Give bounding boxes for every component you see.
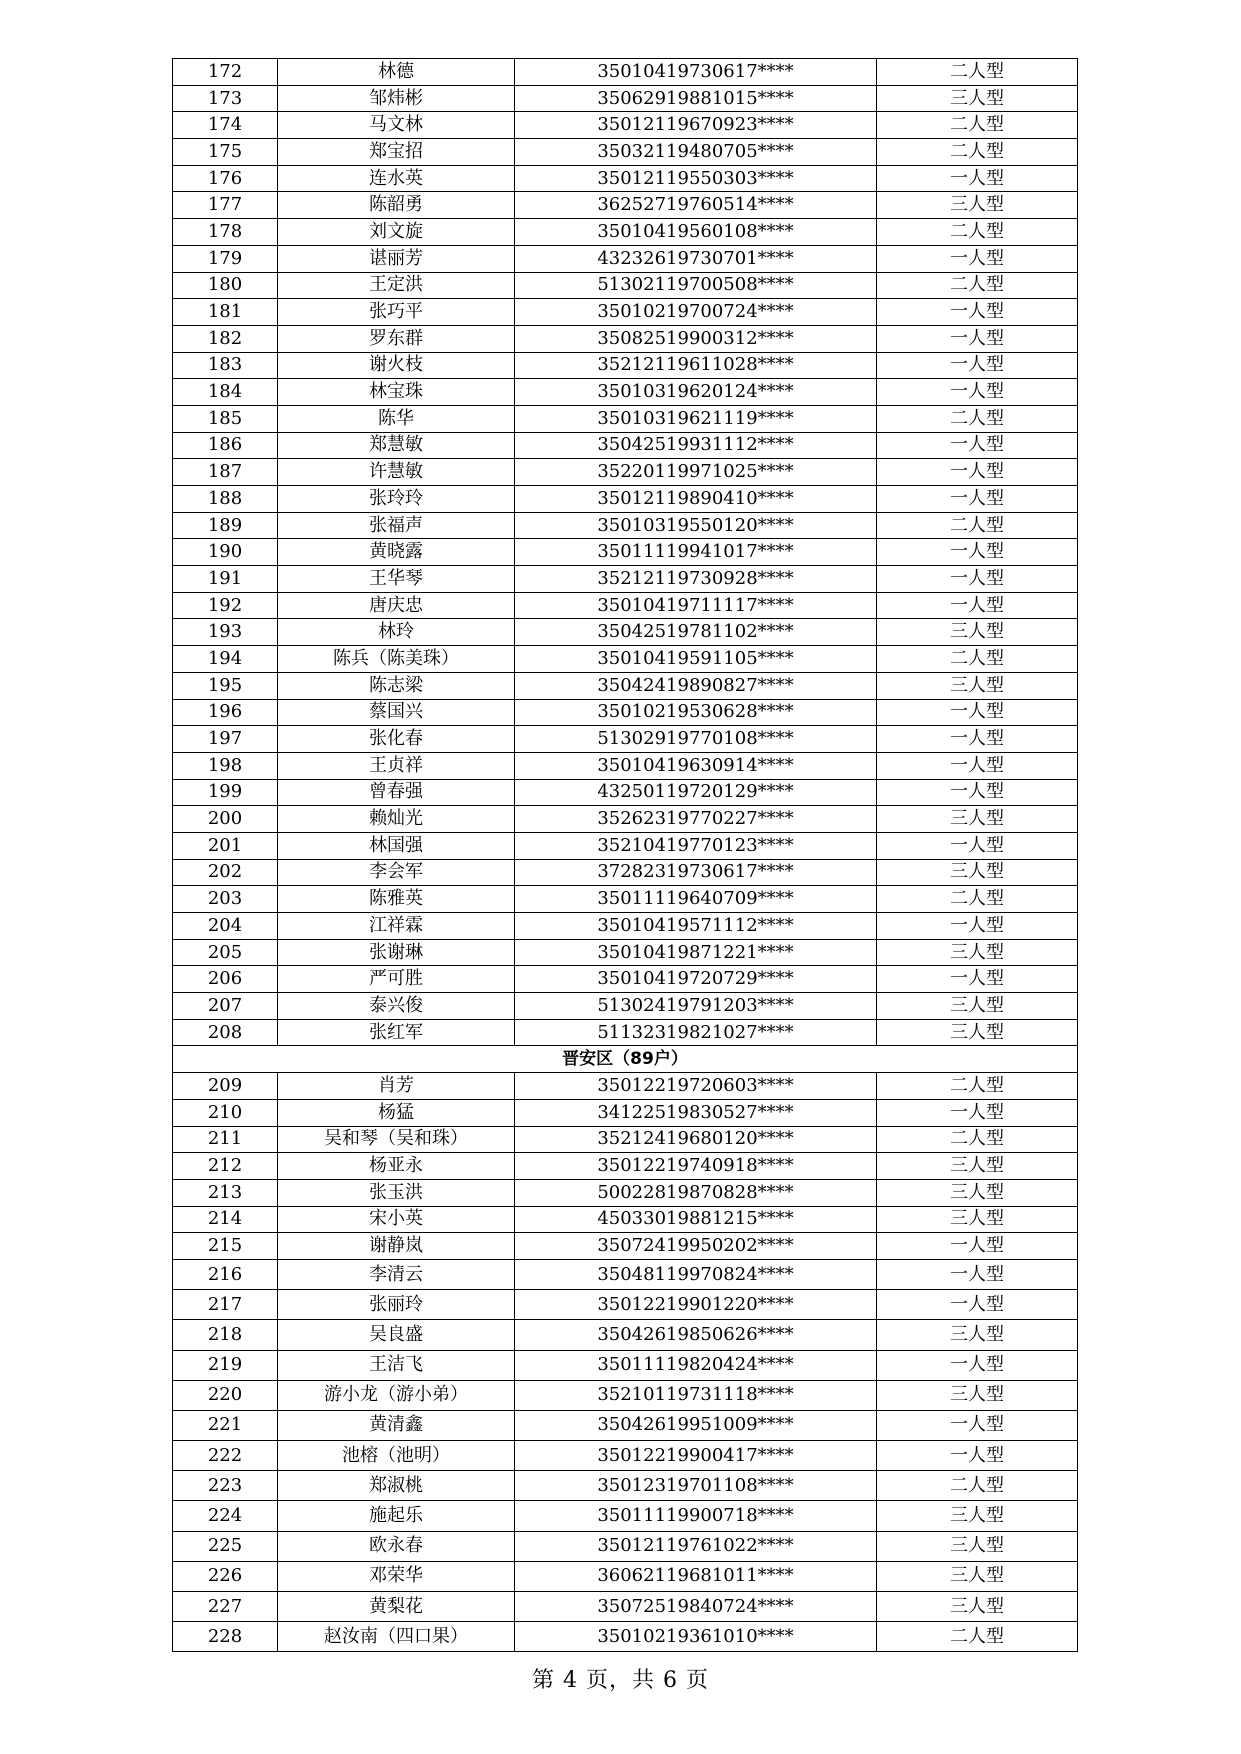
cell-number: 203 — [173, 886, 278, 913]
table-row — [173, 592, 1078, 619]
cell-number: 193 — [173, 619, 278, 646]
cell-type: 二人型 — [877, 1073, 1078, 1100]
cell-id-number: 35010319550120**** — [515, 512, 877, 539]
cell-number: 209 — [173, 1073, 278, 1100]
cell-type: 三人型 — [877, 1592, 1078, 1622]
table-body — [173, 59, 1078, 1652]
cell-id-number: 35011119941017**** — [515, 539, 877, 566]
cell-id-number: 35062919881015**** — [515, 85, 877, 112]
cell-type: 二人型 — [877, 219, 1078, 246]
cell-type: 二人型 — [877, 646, 1078, 673]
table-row — [173, 325, 1078, 352]
cell-number: 225 — [173, 1531, 278, 1561]
table-row — [173, 459, 1078, 486]
cell-id-number: 35011119820424**** — [515, 1350, 877, 1380]
cell-id-number: 35042519931112**** — [515, 432, 877, 459]
cell-name: 刘文旋 — [278, 219, 515, 246]
section-header-row — [173, 1046, 1078, 1073]
cell-number: 205 — [173, 939, 278, 966]
table-row — [173, 1126, 1078, 1153]
cell-number: 202 — [173, 859, 278, 886]
table-row — [173, 85, 1078, 112]
cell-type: 三人型 — [877, 1206, 1078, 1233]
cell-number: 191 — [173, 566, 278, 593]
cell-name: 邹炜彬 — [278, 85, 515, 112]
cell-type: 三人型 — [877, 672, 1078, 699]
cell-type: 二人型 — [877, 272, 1078, 299]
cell-type: 三人型 — [877, 1320, 1078, 1350]
cell-number: 189 — [173, 512, 278, 539]
cell-id-number: 35010419630914**** — [515, 752, 877, 779]
cell-id-number: 35210119731118**** — [515, 1380, 877, 1410]
cell-id-number: 35042619951009**** — [515, 1410, 877, 1440]
table-row — [173, 939, 1078, 966]
table-row — [173, 1380, 1078, 1410]
table-row — [173, 432, 1078, 459]
cell-name: 陈韶勇 — [278, 192, 515, 219]
cell-type: 一人型 — [877, 699, 1078, 726]
cell-id-number: 43250119720129**** — [515, 779, 877, 806]
cell-id-number: 35072419950202**** — [515, 1233, 877, 1260]
table-row — [173, 1441, 1078, 1471]
cell-number: 181 — [173, 299, 278, 326]
table-row — [173, 512, 1078, 539]
table-row — [173, 1471, 1078, 1501]
cell-name: 宋小英 — [278, 1206, 515, 1233]
cell-id-number: 35012219900417**** — [515, 1441, 877, 1471]
cell-type: 一人型 — [877, 1410, 1078, 1440]
cell-name: 林国强 — [278, 832, 515, 859]
cell-number: 195 — [173, 672, 278, 699]
cell-name: 黄晓露 — [278, 539, 515, 566]
cell-name: 池榕（池明） — [278, 1441, 515, 1471]
table-row — [173, 752, 1078, 779]
cell-id-number: 35012119890410**** — [515, 486, 877, 513]
cell-type: 一人型 — [877, 1259, 1078, 1289]
table-row — [173, 272, 1078, 299]
cell-id-number: 35212119611028**** — [515, 352, 877, 379]
cell-type: 一人型 — [877, 299, 1078, 326]
table-row — [173, 1350, 1078, 1380]
cell-name: 唐庆忠 — [278, 592, 515, 619]
cell-name: 谢静岚 — [278, 1233, 515, 1260]
cell-name: 王定洪 — [278, 272, 515, 299]
cell-type: 三人型 — [877, 939, 1078, 966]
cell-number: 201 — [173, 832, 278, 859]
cell-name: 施起乐 — [278, 1501, 515, 1531]
cell-id-number: 45033019881215**** — [515, 1206, 877, 1233]
cell-id-number: 35082519900312**** — [515, 325, 877, 352]
cell-name: 李会军 — [278, 859, 515, 886]
cell-id-number: 35010319621119**** — [515, 405, 877, 432]
cell-name: 林德 — [278, 59, 515, 86]
cell-type: 二人型 — [877, 512, 1078, 539]
cell-number: 175 — [173, 139, 278, 166]
cell-number: 220 — [173, 1380, 278, 1410]
cell-type: 一人型 — [877, 726, 1078, 753]
cell-type: 二人型 — [877, 1471, 1078, 1501]
cell-name: 吴良盛 — [278, 1320, 515, 1350]
cell-name: 林玲 — [278, 619, 515, 646]
cell-type: 三人型 — [877, 1531, 1078, 1561]
cell-number: 207 — [173, 993, 278, 1020]
cell-number: 216 — [173, 1259, 278, 1289]
table-row — [173, 219, 1078, 246]
cell-number: 177 — [173, 192, 278, 219]
cell-type: 一人型 — [877, 539, 1078, 566]
cell-id-number: 43232619730701**** — [515, 245, 877, 272]
cell-id-number: 51302919770108**** — [515, 726, 877, 753]
table-row — [173, 539, 1078, 566]
cell-number: 184 — [173, 379, 278, 406]
cell-id-number: 35010219700724**** — [515, 299, 877, 326]
cell-number: 219 — [173, 1350, 278, 1380]
cell-number: 222 — [173, 1441, 278, 1471]
table-row — [173, 165, 1078, 192]
cell-type: 一人型 — [877, 165, 1078, 192]
cell-number: 200 — [173, 806, 278, 833]
cell-name: 杨猛 — [278, 1099, 515, 1126]
cell-name: 曾春强 — [278, 779, 515, 806]
table-row — [173, 405, 1078, 432]
table-row — [173, 1561, 1078, 1591]
cell-id-number: 35010419871221**** — [515, 939, 877, 966]
cell-number: 197 — [173, 726, 278, 753]
cell-type: 一人型 — [877, 832, 1078, 859]
cell-number: 172 — [173, 59, 278, 86]
cell-id-number: 35010219530628**** — [515, 699, 877, 726]
cell-id-number: 35042419890827**** — [515, 672, 877, 699]
cell-name: 陈华 — [278, 405, 515, 432]
cell-number: 182 — [173, 325, 278, 352]
cell-type: 一人型 — [877, 566, 1078, 593]
cell-type: 三人型 — [877, 192, 1078, 219]
cell-name: 张丽玲 — [278, 1290, 515, 1320]
cell-number: 196 — [173, 699, 278, 726]
cell-id-number: 51132319821027**** — [515, 1019, 877, 1046]
cell-number: 227 — [173, 1592, 278, 1622]
table-row — [173, 1259, 1078, 1289]
cell-name: 郑宝招 — [278, 139, 515, 166]
table-row — [173, 993, 1078, 1020]
cell-id-number: 35032119480705**** — [515, 139, 877, 166]
table-row — [173, 646, 1078, 673]
cell-type: 一人型 — [877, 592, 1078, 619]
cell-name: 杨亚永 — [278, 1153, 515, 1180]
cell-id-number: 37282319730617**** — [515, 859, 877, 886]
cell-id-number: 35010419730617**** — [515, 59, 877, 86]
cell-name: 黄梨花 — [278, 1592, 515, 1622]
table-row — [173, 1179, 1078, 1206]
cell-name: 陈雅英 — [278, 886, 515, 913]
table-row — [173, 1592, 1078, 1622]
table-row — [173, 699, 1078, 726]
table-row — [173, 566, 1078, 593]
cell-type: 一人型 — [877, 1233, 1078, 1260]
cell-type: 三人型 — [877, 1153, 1078, 1180]
cell-number: 215 — [173, 1233, 278, 1260]
cell-number: 190 — [173, 539, 278, 566]
cell-name: 张巧平 — [278, 299, 515, 326]
table-row — [173, 139, 1078, 166]
cell-name: 王华琴 — [278, 566, 515, 593]
cell-type: 二人型 — [877, 1126, 1078, 1153]
cell-number: 206 — [173, 966, 278, 993]
cell-name: 许慧敏 — [278, 459, 515, 486]
table-row — [173, 726, 1078, 753]
table-row — [173, 112, 1078, 139]
cell-name: 连水英 — [278, 165, 515, 192]
cell-name: 郑慧敏 — [278, 432, 515, 459]
cell-number: 188 — [173, 486, 278, 513]
cell-name: 黄清鑫 — [278, 1410, 515, 1440]
cell-name: 江祥霖 — [278, 913, 515, 940]
cell-name: 马文林 — [278, 112, 515, 139]
cell-number: 185 — [173, 405, 278, 432]
cell-number: 186 — [173, 432, 278, 459]
table-row — [173, 1233, 1078, 1260]
cell-number: 173 — [173, 85, 278, 112]
table-row — [173, 1206, 1078, 1233]
cell-type: 一人型 — [877, 1099, 1078, 1126]
table-row — [173, 1099, 1078, 1126]
table-row — [173, 913, 1078, 940]
cell-id-number: 35048119970824**** — [515, 1259, 877, 1289]
cell-number: 210 — [173, 1099, 278, 1126]
cell-name: 吴和琴（吴和珠） — [278, 1126, 515, 1153]
cell-type: 一人型 — [877, 779, 1078, 806]
cell-type: 一人型 — [877, 325, 1078, 352]
table-row — [173, 1019, 1078, 1046]
cell-type: 一人型 — [877, 1350, 1078, 1380]
cell-name: 张红军 — [278, 1019, 515, 1046]
table-row — [173, 1320, 1078, 1350]
cell-name: 赵汝南（四口果） — [278, 1622, 515, 1652]
cell-id-number: 35210419770123**** — [515, 832, 877, 859]
cell-id-number: 36252719760514**** — [515, 192, 877, 219]
cell-id-number: 35010319620124**** — [515, 379, 877, 406]
cell-type: 一人型 — [877, 486, 1078, 513]
cell-id-number: 35010419571112**** — [515, 913, 877, 940]
cell-name: 邓荣华 — [278, 1561, 515, 1591]
cell-id-number: 34122519830527**** — [515, 1099, 877, 1126]
cell-name: 游小龙（游小弟） — [278, 1380, 515, 1410]
table-row — [173, 1410, 1078, 1440]
cell-id-number: 35011119900718**** — [515, 1501, 877, 1531]
cell-number: 194 — [173, 646, 278, 673]
cell-type: 一人型 — [877, 379, 1078, 406]
cell-number: 212 — [173, 1153, 278, 1180]
cell-name: 陈志梁 — [278, 672, 515, 699]
cell-id-number: 50022819870828**** — [515, 1179, 877, 1206]
cell-number: 192 — [173, 592, 278, 619]
cell-type: 二人型 — [877, 886, 1078, 913]
table-row — [173, 1501, 1078, 1531]
cell-name: 张玉洪 — [278, 1179, 515, 1206]
cell-name: 严可胜 — [278, 966, 515, 993]
cell-type: 二人型 — [877, 139, 1078, 166]
cell-number: 198 — [173, 752, 278, 779]
cell-type: 三人型 — [877, 993, 1078, 1020]
cell-number: 214 — [173, 1206, 278, 1233]
cell-name: 泰兴俊 — [278, 993, 515, 1020]
table-row — [173, 672, 1078, 699]
cell-name: 李清云 — [278, 1259, 515, 1289]
cell-type: 一人型 — [877, 432, 1078, 459]
cell-name: 蔡国兴 — [278, 699, 515, 726]
cell-number: 180 — [173, 272, 278, 299]
cell-type: 二人型 — [877, 1622, 1078, 1652]
cell-id-number: 35012219740918**** — [515, 1153, 877, 1180]
cell-id-number: 36062119681011**** — [515, 1561, 877, 1591]
cell-type: 一人型 — [877, 1441, 1078, 1471]
page-footer: 第 4 页，共 6 页 — [532, 1668, 709, 1693]
cell-number: 208 — [173, 1019, 278, 1046]
cell-name: 欧永春 — [278, 1531, 515, 1561]
cell-name: 王贞祥 — [278, 752, 515, 779]
cell-type: 二人型 — [877, 59, 1078, 86]
table-row — [173, 1153, 1078, 1180]
cell-type: 三人型 — [877, 859, 1078, 886]
cell-number: 213 — [173, 1179, 278, 1206]
cell-id-number: 35220119971025**** — [515, 459, 877, 486]
cell-id-number: 35072519840724**** — [515, 1592, 877, 1622]
cell-name: 张化春 — [278, 726, 515, 753]
cell-type: 一人型 — [877, 352, 1078, 379]
table-row — [173, 245, 1078, 272]
table-row — [173, 486, 1078, 513]
cell-number: 221 — [173, 1410, 278, 1440]
cell-type: 三人型 — [877, 1501, 1078, 1531]
cell-name: 谢火枝 — [278, 352, 515, 379]
cell-type: 三人型 — [877, 1179, 1078, 1206]
cell-number: 178 — [173, 219, 278, 246]
cell-number: 224 — [173, 1501, 278, 1531]
cell-id-number: 35010219361010**** — [515, 1622, 877, 1652]
cell-id-number: 35012119761022**** — [515, 1531, 877, 1561]
cell-type: 三人型 — [877, 85, 1078, 112]
cell-number: 228 — [173, 1622, 278, 1652]
cell-name: 张谢琳 — [278, 939, 515, 966]
cell-type: 二人型 — [877, 112, 1078, 139]
cell-type: 一人型 — [877, 1290, 1078, 1320]
cell-id-number: 51302119700508**** — [515, 272, 877, 299]
table-row — [173, 59, 1078, 86]
cell-name: 罗东群 — [278, 325, 515, 352]
cell-name: 张玲玲 — [278, 486, 515, 513]
cell-number: 187 — [173, 459, 278, 486]
cell-id-number: 35212419680120**** — [515, 1126, 877, 1153]
cell-number: 218 — [173, 1320, 278, 1350]
cell-type: 二人型 — [877, 405, 1078, 432]
table-row — [173, 1073, 1078, 1100]
cell-id-number: 35012119670923**** — [515, 112, 877, 139]
cell-id-number: 35010419711117**** — [515, 592, 877, 619]
cell-id-number: 35010419560108**** — [515, 219, 877, 246]
section-title: 晋安区（89户） — [173, 1046, 1078, 1073]
table-row — [173, 806, 1078, 833]
cell-name: 赖灿光 — [278, 806, 515, 833]
cell-id-number: 35011119640709**** — [515, 886, 877, 913]
table-row — [173, 1622, 1078, 1652]
cell-type: 一人型 — [877, 913, 1078, 940]
cell-number: 217 — [173, 1290, 278, 1320]
cell-type: 三人型 — [877, 806, 1078, 833]
cell-type: 一人型 — [877, 966, 1078, 993]
cell-name: 郑淑桃 — [278, 1471, 515, 1501]
cell-number: 176 — [173, 165, 278, 192]
table-row — [173, 832, 1078, 859]
cell-type: 三人型 — [877, 1019, 1078, 1046]
cell-id-number: 51302419791203**** — [515, 993, 877, 1020]
cell-name: 王洁飞 — [278, 1350, 515, 1380]
cell-id-number: 35042519781102**** — [515, 619, 877, 646]
cell-id-number: 35012219901220**** — [515, 1290, 877, 1320]
cell-type: 三人型 — [877, 1561, 1078, 1591]
table-row — [173, 299, 1078, 326]
household-table — [172, 58, 1078, 1652]
cell-id-number: 35042619850626**** — [515, 1320, 877, 1350]
cell-type: 三人型 — [877, 619, 1078, 646]
table-row — [173, 1290, 1078, 1320]
cell-number: 223 — [173, 1471, 278, 1501]
cell-name: 肖芳 — [278, 1073, 515, 1100]
cell-id-number: 35262319770227**** — [515, 806, 877, 833]
cell-id-number: 35012219720603**** — [515, 1073, 877, 1100]
cell-number: 183 — [173, 352, 278, 379]
cell-type: 一人型 — [877, 752, 1078, 779]
table-row — [173, 886, 1078, 913]
table-row — [173, 966, 1078, 993]
cell-name: 林宝珠 — [278, 379, 515, 406]
cell-type: 一人型 — [877, 245, 1078, 272]
table-row — [173, 192, 1078, 219]
table-row — [173, 379, 1078, 406]
cell-number: 211 — [173, 1126, 278, 1153]
cell-id-number: 35212119730928**** — [515, 566, 877, 593]
table-row — [173, 1531, 1078, 1561]
cell-id-number: 35012119550303**** — [515, 165, 877, 192]
table-row — [173, 619, 1078, 646]
cell-number: 204 — [173, 913, 278, 940]
cell-name: 陈兵（陈美珠） — [278, 646, 515, 673]
cell-number: 226 — [173, 1561, 278, 1591]
cell-id-number: 35012319701108**** — [515, 1471, 877, 1501]
cell-name: 张福声 — [278, 512, 515, 539]
cell-id-number: 35010419720729**** — [515, 966, 877, 993]
cell-type: 三人型 — [877, 1380, 1078, 1410]
cell-number: 199 — [173, 779, 278, 806]
cell-number: 179 — [173, 245, 278, 272]
cell-number: 174 — [173, 112, 278, 139]
table-row — [173, 859, 1078, 886]
cell-type: 一人型 — [877, 459, 1078, 486]
cell-id-number: 35010419591105**** — [515, 646, 877, 673]
table-row — [173, 352, 1078, 379]
table-row — [173, 779, 1078, 806]
cell-name: 谌丽芳 — [278, 245, 515, 272]
